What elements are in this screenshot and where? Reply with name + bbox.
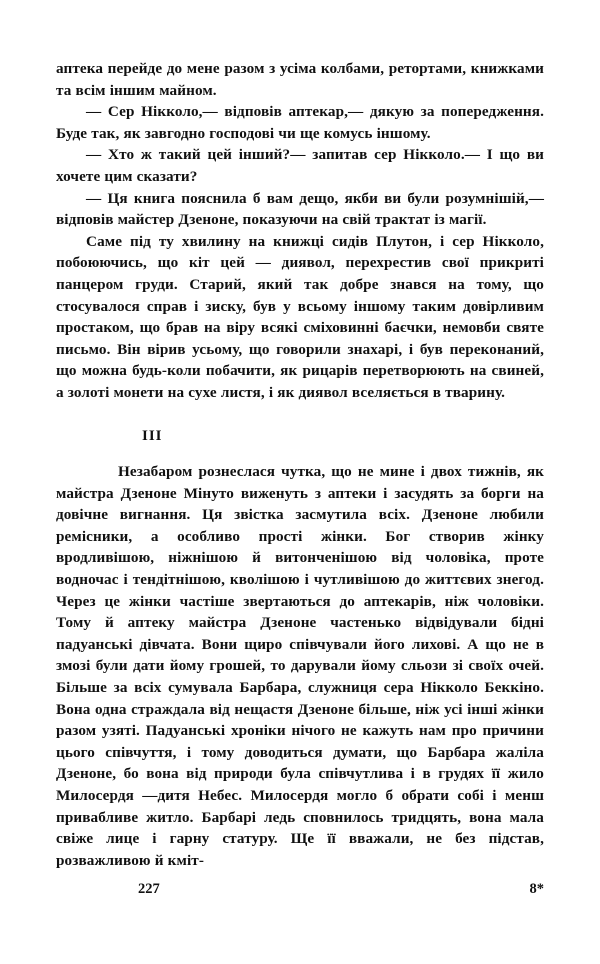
section-number: III (142, 427, 163, 444)
paragraph-4: — Ця книга пояснила б вам дещо, якби ви були розумнішій,— відповів майстер Дзеноне, показуючи на свій трактат із магії. (56, 189, 544, 229)
paragraph-6: Незабаром рознеслася чутка, що не мине і двох тижнів, як майстра Дзеноне Мінуто виженуть з аптеки і засудять за борги на довічне вигнання. Ця звістка засмутила всіх. Дзеноне любили ремісники, а особливо прості жінки. Бог створив жінку вродливішою, ніжнішою й витонченішою від чоловіка, проте водночас і тендітнішою, кволішою і чутливішою до життєвих знегод. Через це жінки частіше звертаються до аптекарів, ніж чоловіки. Тому й аптеку майстра Дзеноне частенько відвідували бідні падуанські дівчата. Вони щиро співчували його лихові. А що не в змозі були дати йому грошей, то дарували йому сльози зі своїх очей. Більше за всіх сумувала Барбара, служниця сера Нікколо Беккіно. Вона одна страждала від нещастя Дзеноне більше, ніж усі інші жінки разом узяті. Падуанські хроніки нічого не кажуть нам про причини цього співчуття, і тому доводиться думати, що Барбара жаліла Дзеноне, бо вона від природи була співчутлива і в грудях її жило Милосердя —дитя Небес. Милосердя могло б обрати собі і менш привабливе житло. Барбарі ледь сповнилось тридцять, вона мала свіже лице і гарну статуру. Ще її вважали, не без підстав, розважливою й кміт- (56, 463, 544, 869)
paragraph-2: — Сер Нікколо,— відповів аптекар,— дякую за попередження. Буде так, як завгодно господові чи ще комусь іншому. (56, 103, 544, 142)
paragraph-3: — Хто ж такий цей інший?— запитав сер Нікколо.— І що ви хочете цим сказати? (56, 146, 544, 185)
page-body (56, 58, 544, 871)
page-number: 227 (138, 881, 160, 897)
paragraph-5: Саме під ту хвилину на книжці сидів Плутон, і сер Нікколо, побоюючись, що кіт цей — диявол, перехрестив свої прикриті панцером груди. Старий, який так добре знався на тому, що стосувалося справ і зиску, був у всьому іншому таким довірливим простаком, що брав на віру всякі сміховинні баєчки, немовби святе письмо. Він вірив усьому, що говорили знахарі, і був переконаний, що можна будь-коли побачити, як рицарів перетворюють на свиней, а золоті монети на сухе листя, і як диявол вселяється в тварину. (56, 232, 544, 401)
page-footer (56, 881, 544, 898)
signature-mark: 8* (529, 881, 544, 897)
paragraph-1: аптека перейде до мене разом з усіма колбами, ретортами, книжками та всім іншим майном. (56, 60, 544, 99)
